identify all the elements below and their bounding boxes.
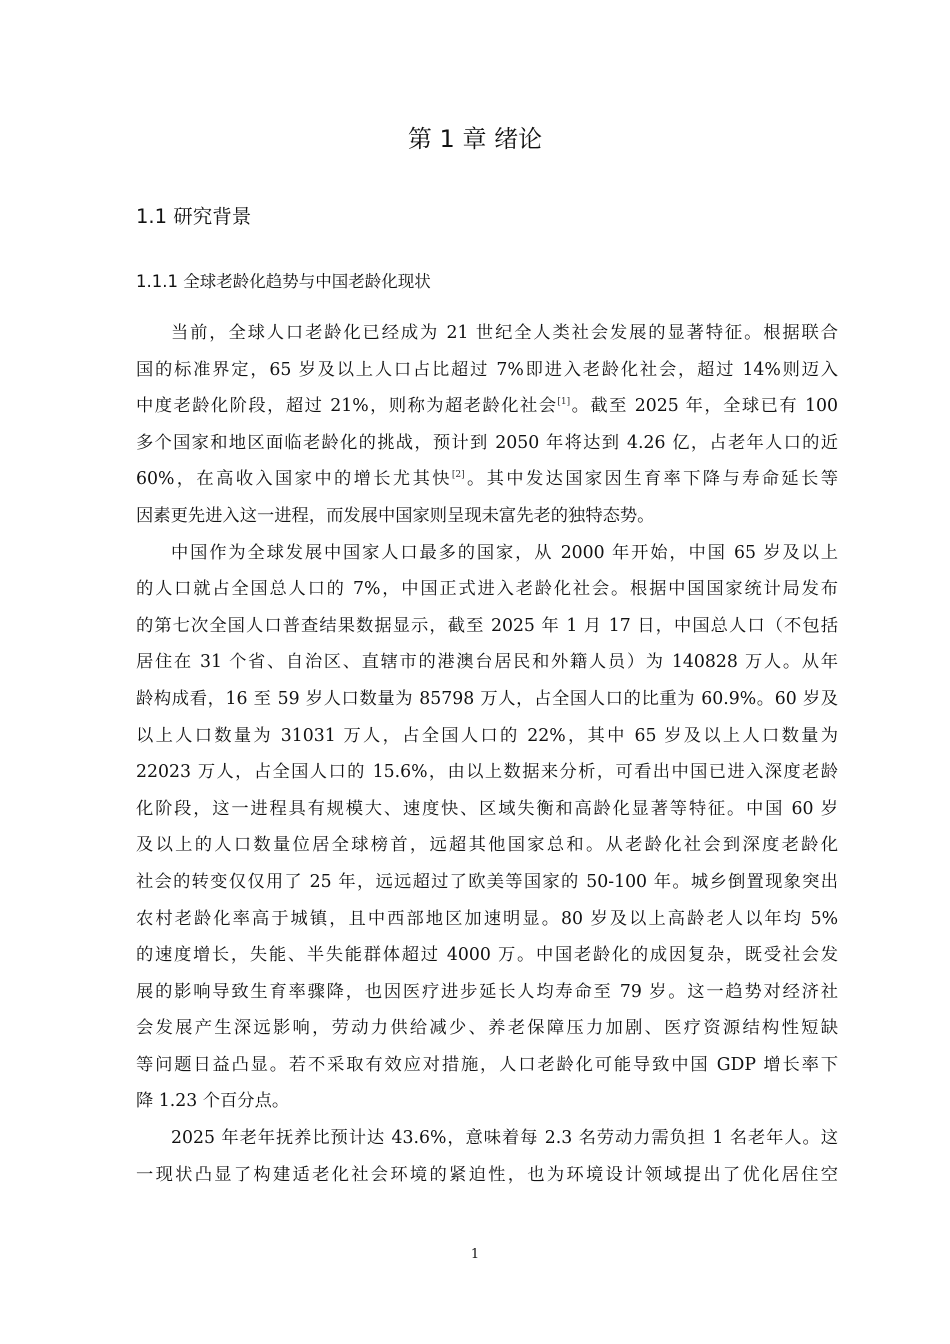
paragraph-line: 社会的转变仅仅用了 25 年，远远超过了欧美等国家的 50-100 年。城乡倒置现象突出 bbox=[136, 871, 838, 892]
paragraph-text: 。其中发达国家因生育率下降与寿命延长等 bbox=[464, 469, 838, 490]
page-number: 1 bbox=[470, 1247, 480, 1262]
paragraph-line bbox=[136, 461, 838, 498]
paragraph-line bbox=[136, 388, 838, 425]
paragraph-line: 会发展产生深远影响，劳动力供给减少、养老保障压力加剧、医疗资源结构性短缺 bbox=[136, 1018, 838, 1039]
paragraph-line: 22023 万人，占全国人口的 15.6%，由以上数据来分析，可看出中国已进入深度老龄 bbox=[136, 762, 838, 783]
section-heading: 1.1 研究背景 bbox=[136, 205, 252, 228]
paragraph-line: 的速度增长，失能、半失能群体超过 4000 万。中国老龄化的成因复杂，既受社会发 bbox=[136, 945, 838, 966]
paragraph-line: 龄构成看，16 至 59 岁人口数量为 85798 万人，占全国人口的比重为 60.9%。60 岁及 bbox=[136, 688, 838, 709]
paragraph-line: 的人口就占全国总人口的 7%，中国正式进入老龄化社会。根据中国国家统计局发布 bbox=[136, 579, 838, 600]
paragraph-line: 居住在 31 个省、自治区、直辖市的港澳台居民和外籍人员）为 140828 万人。从年 bbox=[136, 652, 838, 673]
paragraph-line: 一现状凸显了构建适老化社会环境的紧迫性，也为环境设计领域提出了优化居住空 bbox=[136, 1164, 838, 1185]
citation-2[interactable]: [2] bbox=[451, 470, 465, 481]
paragraph-line: 2025 年老年抚养比预计达 43.6%，意味着每 2.3 名劳动力需负担 1 名老年人。这 bbox=[171, 1128, 838, 1149]
paragraph-line: 中国作为全球发展中国家人口最多的国家，从 2000 年开始，中国 65 岁及以上 bbox=[171, 542, 838, 563]
body-text bbox=[136, 315, 838, 1193]
paragraph-line: 及以上的人口数量位居全球榜首，远超其他国家总和。从老龄化社会到深度老龄化 bbox=[136, 835, 838, 856]
paragraph-text: 中度老龄化阶段，超过 21%，则称为超老龄化社会 bbox=[136, 396, 558, 417]
paragraph-line: 以上人口数量为 31031 万人，占全国人口的 22%，其中 65 岁及以上人口数量为 bbox=[136, 725, 838, 746]
paragraph-text: 。截至 2025 年，全球已有 100 bbox=[570, 396, 838, 417]
paragraph-line: 因素更先进入这一进程，而发展中国家则呈现未富先老的独特态势。 bbox=[136, 505, 655, 526]
paragraph-line: 当前，全球人口老龄化已经成为 21 世纪全人类社会发展的显著特征。根据联合 bbox=[171, 323, 838, 343]
chapter-title: 第 1 章 绪论 bbox=[407, 125, 543, 153]
paragraph-line: 化阶段，这一进程具有规模大、速度快、区域失衡和高龄化显著等特征。中国 60 岁 bbox=[136, 798, 838, 819]
paragraph-line: 展的影响导致生育率骤降，也因医疗进步延长人均寿命至 79 岁。这一趋势对经济社 bbox=[136, 981, 838, 1002]
citation-1[interactable]: [1] bbox=[557, 397, 571, 408]
paragraph-line: 的第七次全国人口普查结果数据显示，截至 2025 年 1 月 17 日，中国总人口（不包括 bbox=[136, 615, 838, 636]
paragraph-line: 等问题日益凸显。若不采取有效应对措施，人口老龄化可能导致中国 GDP 增长率下 bbox=[136, 1054, 838, 1075]
paragraph-line: 农村老龄化率高于城镇，且中西部地区加速明显。80 岁及以上高龄老人以年均 5% bbox=[136, 908, 838, 929]
paragraph-line: 国的标准界定，65 岁及以上人口占比超过 7%即进入老龄化社会，超过 14%则迈入 bbox=[136, 359, 838, 380]
paragraph-line: 多个国家和地区面临老龄化的挑战，预计到 2050 年将达到 4.26 亿，占老年人口的近 bbox=[136, 432, 838, 453]
paragraph-line: 降 1.23 个百分点。 bbox=[136, 1091, 290, 1112]
subsection-heading: 1.1.1 全球老龄化趋势与中国老龄化现状 bbox=[136, 272, 431, 291]
paragraph-text: 60%，在高收入国家中的增长尤其快 bbox=[136, 469, 452, 490]
